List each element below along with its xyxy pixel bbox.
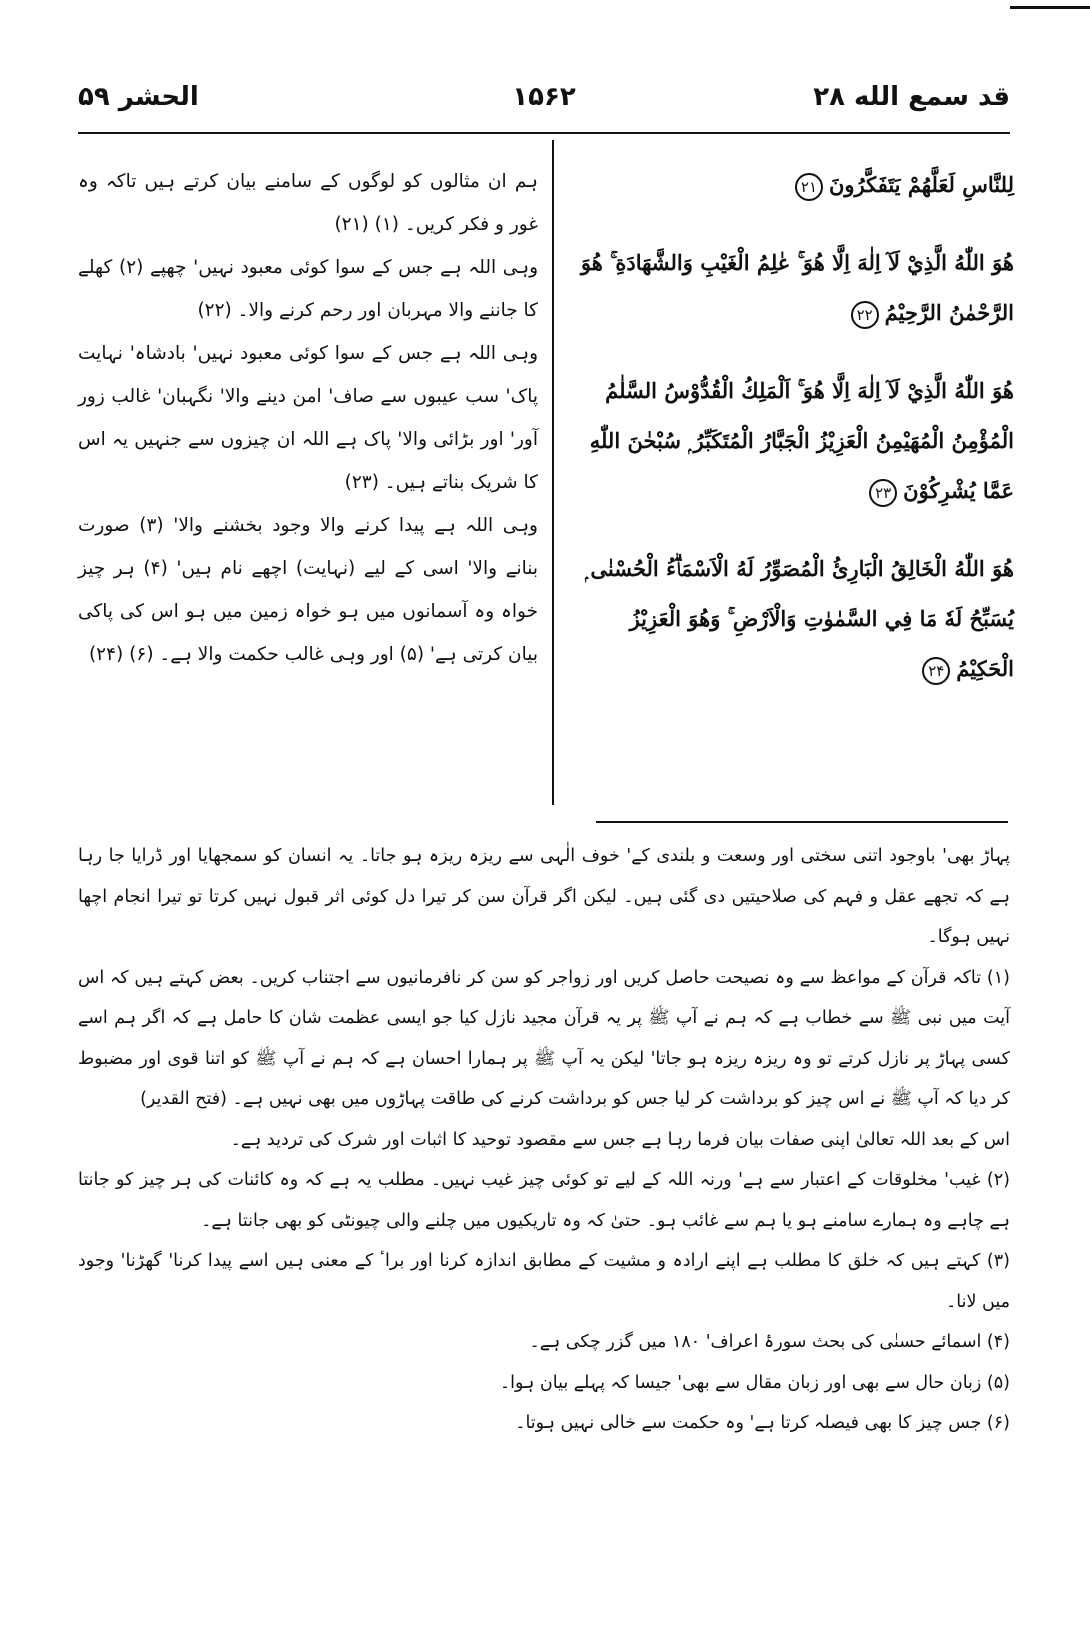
translation-24: وہی اللہ ہے پیدا کرنے والا وجود بخشنے والا' (۳) صورت بنانے والا' اسی کے لیے (نہایت) اچھے نام ہیں' (۴) ہر چیز خواہ وہ آسمانوں میں ہو خواہ زمین میں ہو اس کی پاکی بیان کرتی ہے' (۵) اور وہی غالب حکمت والا ہے۔ (۶) (۲۴) [78,515,538,665]
footnote-1: (۱) تاکہ قرآن کے مواعظ سے وہ نصیحت حاصل کریں اور زواجر کو سن کر نافرمانیوں سے اجتناب کریں۔ بعض کہتے ہیں کہ اس آیت میں نبی ﷺ سے خطاب ہے کہ ہم نے آپ ﷺ پر یہ قرآن مجید نازل کیا جو ایسی عظمت شان کا حامل ہے کہ اگر ہم اسے کسی پہاڑ پر نازل کرتے تو وہ ریزہ ریزہ ہو جاتا' لیکن یہ آپ ﷺ پر ہمارا احسان ہے کہ ہم نے آپ ﷺ کو اتنا قوی اور مضبوط کر دیا کہ آپ ﷺ نے اس چیز کو برداشت کر لیا جس کو برداشت کرنے کی طاقت پہاڑوں میں بھی نہیں ہے۔ (فتح القدیر) [78,967,1010,1109]
translation-21: ہم ان مثالوں کو لوگوں کے سامنے بیان کرتے ہیں تاکہ وہ غور و فکر کریں۔ (۱) (۲۱) [78,171,538,235]
ayah-number-marker: ۲۲ [851,301,879,329]
ayah-24 [566,544,1014,694]
ayah-number-marker: ۲۱ [795,173,823,201]
page-header [78,82,1010,126]
arabic-text-column [566,160,1014,722]
footnote-1-continued: اس کے بعد اللہ تعالیٰ اپنی صفات بیان فرما رہا ہے جس سے مقصود توحید کا اثبات اور شرک کی تردید ہے۔ [230,1129,1010,1150]
ayah-text: لِلنَّاسِ لَعَلَّهُمْ يَتَفَكَّرُونَ [828,172,1014,197]
ayah-21 [566,160,1014,210]
surah-title: الحشر ۵۹ [78,82,199,112]
footnote-4: (۴) اسمائے حسنٰی کی بحث سورۂ اعراف' ۱۸۰ میں گزر چکی ہے۔ [529,1332,1010,1352]
footnote-6: (۶) جس چیز کا بھی فیصلہ کرتا ہے' وہ حکمت سے خالی نہیں ہوتا۔ [515,1413,1010,1433]
ayah-number-marker: ۲۴ [922,657,950,685]
urdu-translation-column [78,160,538,676]
footnote-divider [596,821,1008,823]
footnote-5: (۵) زبان حال سے بھی اور زبان مقال سے بھی' جیسا کہ پہلے بیان ہوا۔ [499,1372,1010,1393]
footnote-3: (۳) کہتے ہیں کہ خلق کا مطلب ہے اپنے ارادہ و مشیت کے مطابق اندازہ کرنا اور براٴ کے معنی ہیں اسے پیدا کرنا' گھڑنا' وجود میں لانا۔ [78,1251,1010,1312]
ayah-number-marker: ۲۳ [869,479,897,507]
footnotes [78,836,1010,1444]
translation-23: وہی اللہ ہے جس کے سوا کوئی معبود نہیں' بادشاہ' نہایت پاک' سب عیبوں سے صاف' امن دینے والا' نگہبان' غالب زور آور' اور بڑائی والا' پاک ہے اللہ ان چیزوں سے جنہیں یہ اس کا شریک بناتے ہیں۔ (۲۳) [78,343,538,493]
juz-title: قد سمع الله ۲۸ [813,82,1010,112]
footnote-continuation: پہاڑ بھی' باوجود اتنی سختی اور وسعت و بلندی کے' خوف الٰہی سے ریزہ ریزہ ہو جاتا۔ یہ انسان کو سمجھایا اور ڈرایا جا رہا ہے کہ تجھے عقل و فہم کی صلاحیتیں دی گئی ہیں۔ لیکن اگر قرآن سن کر تیرا دل کوئی اثر قبول نہیں کرتا تو تیرا انجام اچھا نہیں ہوگا۔ [78,846,1010,947]
header-divider [78,132,1010,134]
column-divider [552,140,554,805]
ayah-23 [566,366,1014,516]
ayah-22 [566,238,1014,338]
ayah-text: هُوَ اللّٰهُ الَّذِيْ لَآ اِلٰهَ اِلَّا هُوَ ۚ اَلْمَلِكُ الْقُدُّوْسُ السَّلٰمُ الْمُؤْمِنُ الْمُهَيْمِنُ الْعَزِيْزُ الْجَبَّارُ الْمُتَكَبِّرُ ۭ سُبْحٰنَ اللّٰهِ عَمَّا يُشْرِكُوْنَ [589,378,1014,503]
corner-rule [1010,6,1090,9]
page-number: ۱۵۶۲ [512,82,576,112]
ayah-text: هُوَ اللّٰهُ الَّذِيْ لَآ اِلٰهَ اِلَّا هُوَ ۚ عٰلِمُ الْغَيْبِ وَالشَّهَادَةِ ۚ هُوَ الرَّحْمٰنُ الرَّحِيْمُ [580,250,1014,325]
translation-22: وہی اللہ ہے جس کے سوا کوئی معبود نہیں' چھپے (۲) کھلے کا جاننے والا مہربان اور رحم کرنے والا۔ (۲۲) [78,257,538,321]
footnote-2: (۲) غیب' مخلوقات کے اعتبار سے ہے' ورنہ اللہ کے لیے تو کوئی چیز غیب نہیں۔ مطلب یہ ہے کہ وہ کائنات کی ہر چیز کو جانتا ہے چاہے وہ ہمارے سامنے ہو یا ہم سے غائب ہو۔ حتیٰ کہ وہ تاریکیوں میں چلنے والی چیونٹی کو بھی جانتا ہے۔ [78,1170,1010,1231]
ayah-text: هُوَ اللّٰهُ الْخَالِقُ الْبَارِئُ الْمُصَوِّرُ لَهُ الْاَسْمَاۗءُ الْحُسْنٰى ۭ يُسَبِّحُ لَهٗ مَا فِي السَّمٰوٰتِ وَالْاَرْضِ ۚ وَهُوَ الْعَزِيْزُ الْحَكِيْمُ [585,556,1014,681]
